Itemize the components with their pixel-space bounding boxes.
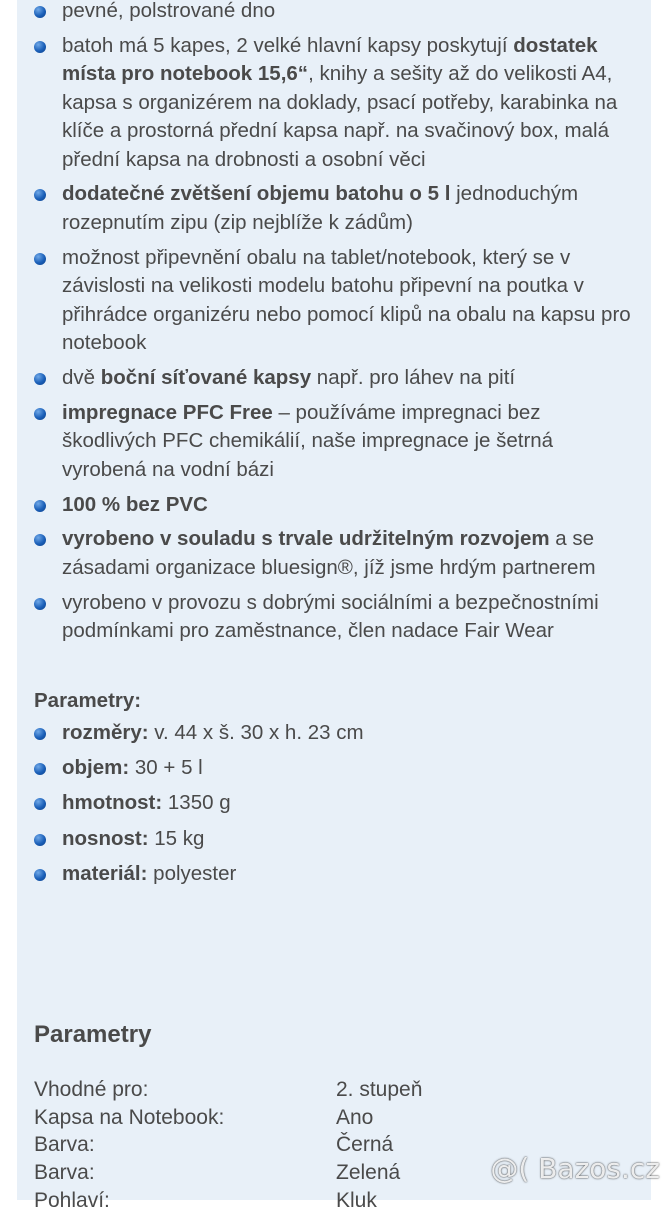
spec-row [34, 1159, 422, 1187]
feature-text: a se zásadami organizace bluesign®, jíž jsme hrdým partnerem [62, 527, 596, 579]
description-content [34, 0, 634, 895]
param-label: objem: [62, 756, 130, 780]
param-item [34, 860, 634, 888]
param-value: v. 44 x š. 30 x h. 23 cm [148, 721, 364, 745]
feature-list [34, 0, 634, 646]
feature-item [34, 491, 634, 519]
param-label: nosnost: [62, 826, 149, 850]
feature-item [34, 399, 634, 484]
feature-text: možnost připevnění obalu na tablet/notebook, který se v závislosti na velikosti modelu batohu připevní na poutka v přihrádce organizéru nebo pomocí klipů na obalu na kapsu pro notebook [62, 245, 631, 354]
spec-key: Barva: [34, 1133, 95, 1157]
bullet-icon [34, 189, 46, 201]
spec-row [34, 1131, 422, 1159]
bullet-icon [34, 253, 46, 265]
bullet-icon [34, 500, 46, 512]
param-item [34, 719, 634, 747]
spec-row [34, 1104, 422, 1132]
spec-value: Kluk [336, 1188, 377, 1212]
spec-key: Pohlaví: [34, 1188, 110, 1212]
feature-text: např. pro láhev na pití [311, 365, 516, 389]
feature-item [34, 32, 634, 174]
spec-section-title: Parametry [34, 1021, 152, 1048]
feature-text: pevné, polstrované dno [62, 0, 276, 22]
feature-text: , knihy a sešity až do velikosti A4, kapsa s organizérem na doklady, psací potřeby, karabinka na klíče a prostorná přední kapsa např. na svačinový box, malá přední kapsa na drobnosti a osobní věci [62, 62, 618, 171]
feature-text-bold: impregnace PFC Free [62, 400, 273, 424]
feature-text: – používáme impregnaci bez škodlivých PFC chemikálií, naše impregnace je šetrná vyrobená na vodní bázi [62, 400, 554, 481]
param-label: hmotnost: [62, 791, 163, 815]
feature-text-bold: dostatek místa pro notebook 15,6“ [62, 33, 598, 86]
param-label: rozměry: [62, 721, 149, 745]
param-item [34, 789, 634, 817]
feature-text: batoh má 5 kapes, 2 velké hlavní kapsy poskytují [62, 33, 514, 57]
bullet-icon [34, 598, 46, 610]
bazos-watermark: @( Bazos.cz [490, 1152, 660, 1185]
feature-text-bold: boční síťované kapsy [100, 365, 312, 389]
feature-item [34, 0, 634, 25]
feature-text: vyrobeno v provozu s dobrými sociálními a bezpečnostními podmínkami pro zaměstnance, člen nadace Fair Wear [62, 590, 599, 643]
param-value: 1350 g [162, 791, 231, 815]
feature-item [34, 589, 634, 646]
spec-key: Barva: [34, 1161, 95, 1185]
bullet-icon [34, 763, 46, 775]
bullet-icon [34, 728, 46, 740]
spec-key: Vhodné pro: [34, 1078, 149, 1101]
feature-text-bold: dodatečné zvětšení objemu batohu o 5 l [62, 182, 451, 206]
param-label: materiál: [62, 861, 148, 885]
feature-item [34, 244, 634, 358]
bullet-icon [34, 41, 46, 53]
spec-row [34, 1076, 422, 1104]
feature-item [34, 180, 634, 237]
bullet-icon [34, 834, 46, 846]
spec-value: 2. stupeň [336, 1078, 423, 1101]
param-item [34, 825, 634, 853]
bullet-icon [34, 373, 46, 385]
feature-item [34, 364, 634, 392]
bullet-icon [34, 534, 46, 546]
feature-text: jednoduchým rozepnutím zipu (zip nejblíže k zádům) [62, 182, 579, 234]
param-value: 15 kg [148, 826, 205, 850]
bullet-icon [34, 6, 46, 18]
feature-text: dvě [62, 365, 101, 389]
spec-key: Kapsa na Notebook: [34, 1105, 225, 1129]
spec-row [34, 1187, 422, 1215]
feature-text-bold: 100 % bez PVC [62, 492, 208, 516]
bullet-icon [34, 869, 46, 881]
param-value: polyester [147, 861, 237, 885]
feature-text-bold: vyrobeno v souladu s trvale udržitelným rozvojem [62, 527, 550, 551]
bullet-icon [34, 408, 46, 420]
param-list [34, 719, 634, 888]
spec-value: Zelená [336, 1161, 401, 1185]
feature-item [34, 525, 634, 582]
bullet-icon [34, 798, 46, 810]
spec-value: Ano [336, 1105, 374, 1129]
param-value: 30 + 5 l [129, 756, 203, 780]
param-item [34, 754, 634, 782]
params-heading: Parametry: [34, 689, 142, 713]
spec-table [34, 1076, 422, 1215]
spec-value: Černá [336, 1133, 394, 1157]
